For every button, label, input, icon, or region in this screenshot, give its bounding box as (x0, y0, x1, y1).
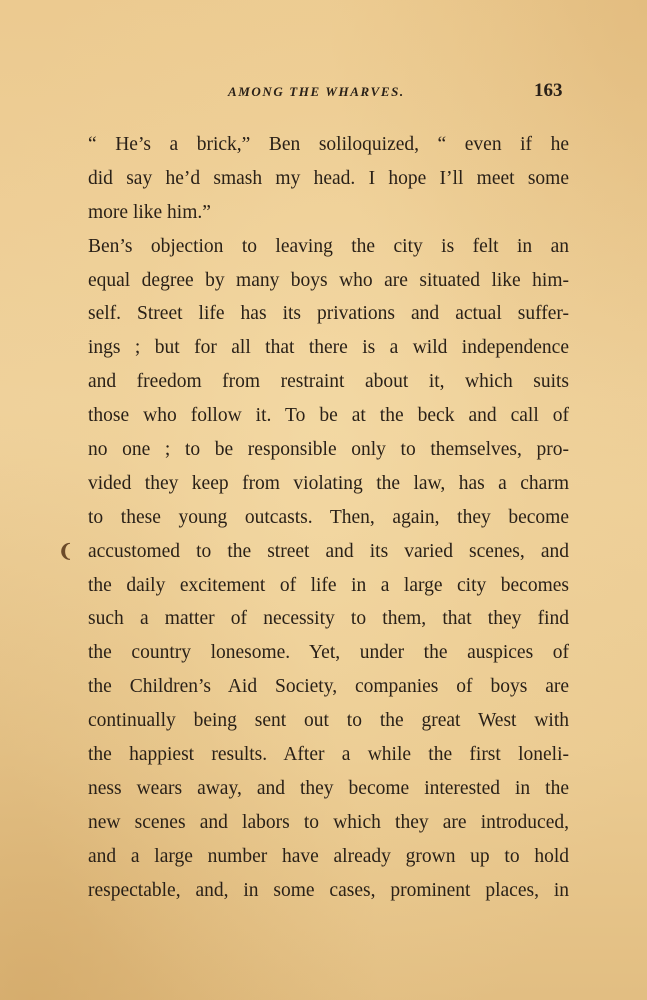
text-line: new scenes and labors to which they are introduced, (88, 811, 569, 833)
text-line: the happiest results. After a while the first loneli- (88, 744, 569, 766)
text-line: vided they keep from violating the law, has a charm (88, 472, 569, 494)
text-line: to these young outcasts. Then, again, they become (88, 506, 569, 528)
text-line: and freedom from restraint about it, which suits (88, 371, 569, 393)
text-line: Ben’s objection to leaving the city is felt in an (88, 235, 569, 257)
text-line: self. Street life has its privations and actual suffer- (88, 303, 569, 325)
text-line: ness wears away, and they become interested in the (88, 777, 569, 799)
text-line: accustomed to the street and its varied scenes, and (88, 540, 569, 562)
text-line: the daily excitement of life in a large city becomes (88, 574, 569, 596)
body-text (88, 128, 569, 907)
text-line: “ He’s a brick,” Ben soliloquized, “ even if he (88, 134, 569, 155)
text-line: equal degree by many boys who are situated like him- (88, 269, 569, 291)
text-line: and a large number have already grown up to hold (88, 845, 569, 867)
text-line: those who follow it. To be at the beck and call of (88, 405, 569, 427)
text-line: did say he’d smash my head. I hope I’ll meet some (88, 167, 569, 189)
text-line: respectable, and, in some cases, prominent places, in (88, 879, 569, 901)
text-line: no one ; to be responsible only to themselves, pro- (88, 439, 569, 461)
text-line: ings ; but for all that there is a wild independence (88, 337, 569, 359)
running-head (0, 80, 647, 104)
margin-mark: ❨ (58, 541, 74, 561)
text-line: continually being sent out to the great West with (88, 710, 569, 732)
page-number: 163 (534, 80, 563, 101)
text-line: the Children’s Aid Society, companies of boys are (88, 676, 569, 698)
running-title: AMONG THE WHARVES. (228, 84, 405, 99)
text-line: more like him.” (88, 201, 211, 223)
text-line: the country lonesome. Yet, under the auspices of (88, 642, 569, 664)
text-line: such a matter of necessity to them, that they find (88, 608, 569, 630)
